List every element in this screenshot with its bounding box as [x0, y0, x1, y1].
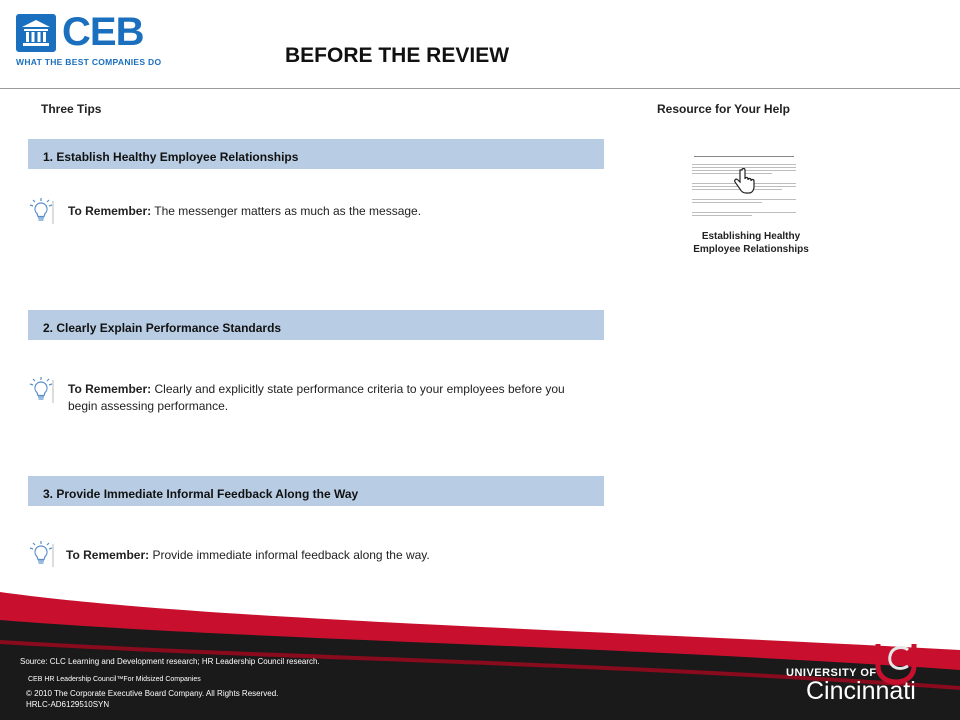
- tip-2-heading: 2. Clearly Explain Performance Standards: [28, 310, 604, 340]
- tip-1-remember: [68, 203, 588, 220]
- resource-caption-line1: Establishing Healthy: [701, 231, 801, 242]
- council-note: CEB HR Leadership Council™For Midsized Companies: [28, 676, 201, 683]
- lightbulb-icon: [28, 376, 54, 404]
- tip-3-remember-text: Provide immediate informal feedback along the way.: [152, 548, 430, 562]
- hand-pointer-icon: [732, 168, 756, 201]
- tips-heading: Three Tips: [41, 102, 102, 116]
- tip-1-heading: 1. Establish Healthy Employee Relationships: [28, 139, 604, 169]
- logo-wordmark: CEB: [62, 10, 144, 54]
- resource-document-thumbnail[interactable]: [688, 150, 800, 230]
- tip-2-remember-text: Clearly and explicitly state performance criteria to your employees before you begin assessing performance.: [68, 382, 565, 413]
- tip-3-remember: [66, 547, 586, 564]
- logo-tagline: WHAT THE BEST COMPANIES DO: [16, 57, 162, 67]
- remember-label: To Remember:: [68, 204, 152, 218]
- header-divider: [0, 88, 960, 89]
- document-code: HRLC-AD6129510SYN: [26, 700, 110, 709]
- resource-caption[interactable]: [660, 230, 842, 256]
- remember-label: To Remember:: [68, 382, 152, 396]
- resource-heading: Resource for Your Help: [657, 102, 790, 116]
- page-title: BEFORE THE REVIEW: [285, 44, 510, 67]
- building-icon: [16, 14, 56, 52]
- ceb-logo: [16, 10, 166, 68]
- lightbulb-icon: [28, 197, 54, 225]
- copyright: [26, 688, 278, 710]
- copyright-text: © 2010 The Corporate Executive Board Company. All Rights Reserved.: [26, 689, 279, 698]
- tip-1-remember-text: The messenger matters as much as the message.: [154, 204, 422, 218]
- tip-2-remember: [68, 381, 568, 415]
- remember-label: To Remember:: [66, 548, 150, 562]
- lightbulb-icon: [28, 540, 54, 568]
- source-note: Source: CLC Learning and Development research; HR Leadership Council research.: [20, 657, 320, 666]
- uc-wordmark: Cincinnati: [806, 677, 916, 705]
- tip-3-heading: 3. Provide Immediate Informal Feedback Along the Way: [28, 476, 604, 506]
- resource-caption-line2: Employee Relationships: [693, 244, 809, 255]
- uc-university-of: UNIVERSITY OF: [786, 667, 877, 679]
